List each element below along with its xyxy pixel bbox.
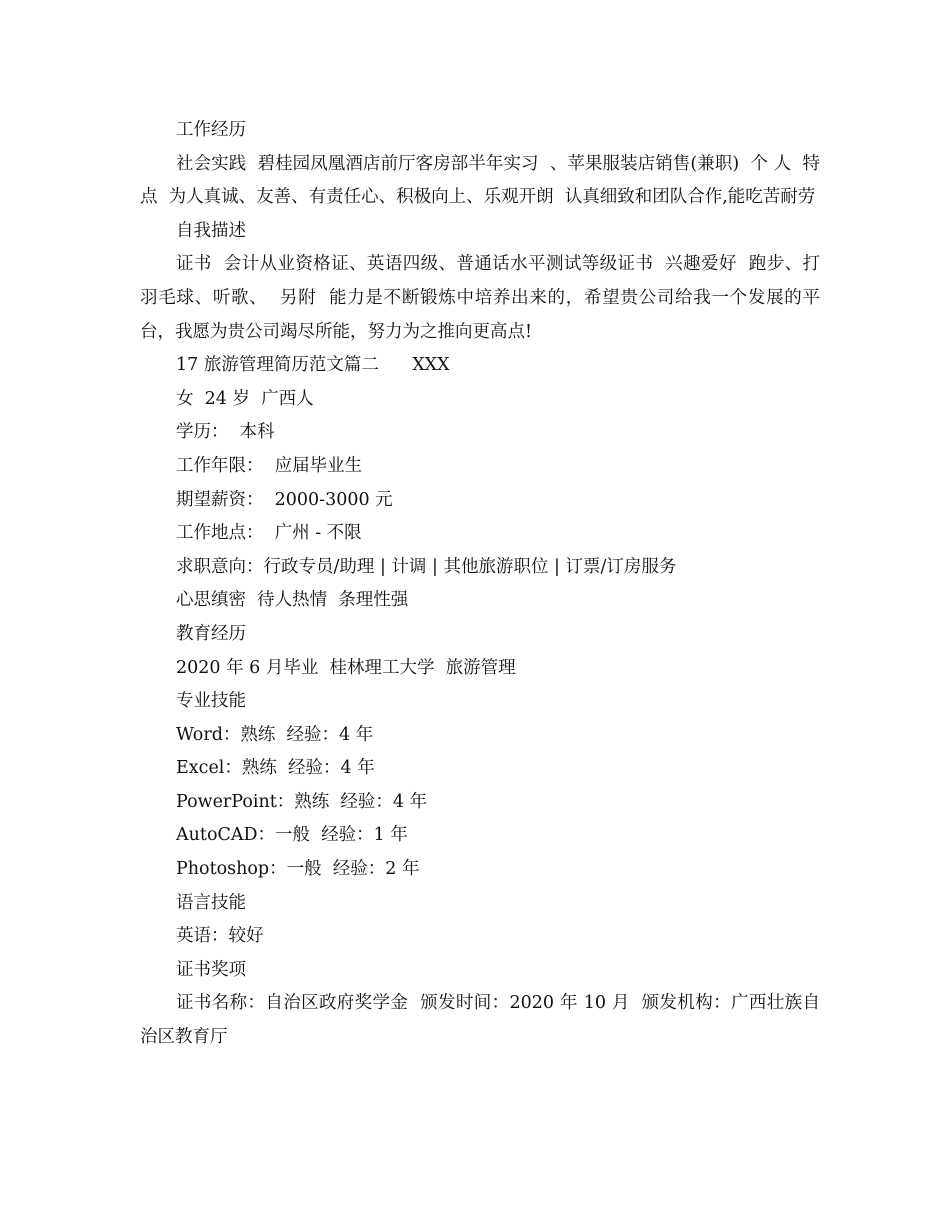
education-entry: 2020 年 6 月毕业 桂林理工大学 旅游管理 <box>176 657 516 678</box>
section-heading-self-description: 自我描述 <box>176 220 246 241</box>
work-years: 工作年限： 应届毕业生 <box>176 455 363 476</box>
section-heading-education: 教育经历 <box>176 623 246 644</box>
skill-autocad: AutoCAD：一般 经验：1 年 <box>176 825 408 846</box>
skill-word: Word：熟练 经验：4 年 <box>176 724 374 745</box>
job-intention: 求职意向：行政专员/助理 | 计调 | 其他旅游职位 | 订票/订房服务 <box>176 556 677 577</box>
expected-salary: 期望薪资： 2000-3000 元 <box>176 489 393 510</box>
personal-traits: 心思缜密 待人热情 条理性强 <box>176 590 409 611</box>
basic-info: 女 24 岁 广西人 <box>176 388 314 409</box>
education-level: 学历： 本科 <box>176 422 275 443</box>
skill-photoshop: Photoshop：一般 经验：2 年 <box>176 859 420 880</box>
language-english: 英语：较好 <box>176 926 264 947</box>
paragraph-social-practice: 社会实践 碧桂园凤凰酒店前厅客房部半年实习 、苹果服装店销售(兼职) 个 人 特 点 为人真诚、友善、有责任心、积极向上、乐观开朗 认真细致和团队合作,能吃苦耐劳 <box>140 153 832 208</box>
section-heading-work-experience: 工作经历 <box>176 120 246 140</box>
section-heading-skills: 专业技能 <box>176 691 246 712</box>
section-heading-language: 语言技能 <box>176 892 246 913</box>
resume-title: 17 旅游管理简历范文篇二 XXX <box>176 355 450 376</box>
skill-excel: Excel：熟练 经验：4 年 <box>176 758 375 779</box>
section-heading-awards: 证书奖项 <box>176 959 246 980</box>
document-page <box>140 114 832 1055</box>
award-entry: 证书名称：自治区政府奖学金 颁发时间：2020 年 10 月 颁发机构：广西壮族自治区教育厅 <box>140 993 820 1048</box>
skill-powerpoint: PowerPoint：熟练 经验：4 年 <box>176 791 428 812</box>
work-location: 工作地点： 广州 - 不限 <box>176 523 362 544</box>
paragraph-certificates-hobbies: 证书 会计从业资格证、英语四级、普通话水平测试等级证书 兴趣爱好 跑步、打羽毛球、听歌、 另附 能力是不断锻炼中培养出来的，希望贵公司给我一个发展的平台，我愿为贵公司竭尽所能，努力为之推向更高点! <box>140 254 820 342</box>
